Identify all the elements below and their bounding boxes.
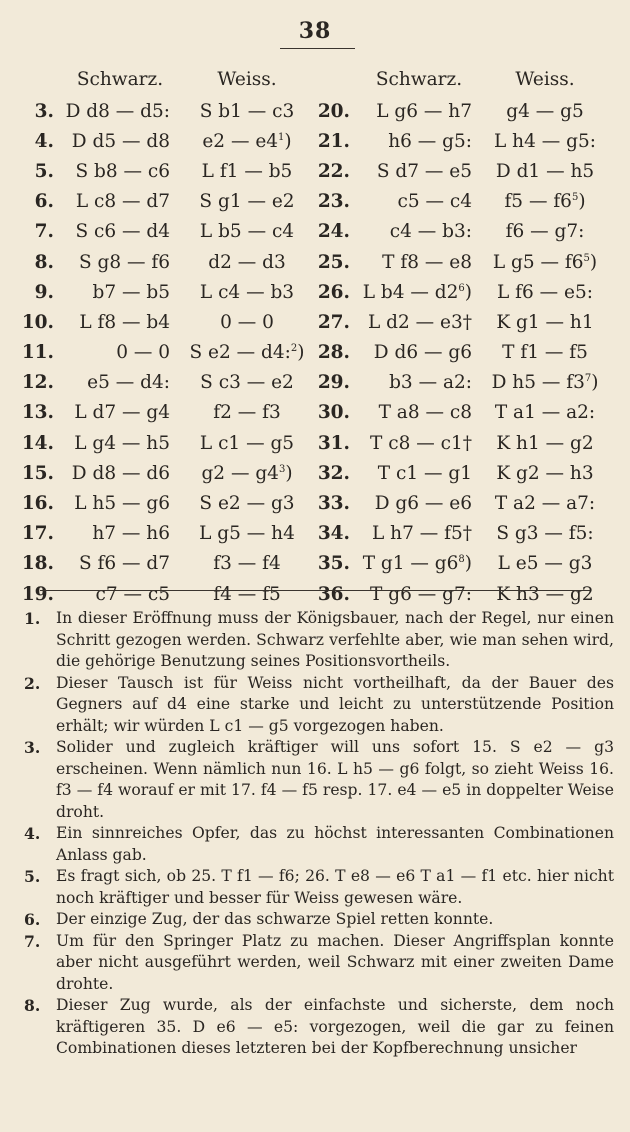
white-move xyxy=(480,398,610,428)
white-move-text: K g2 — h3 xyxy=(496,462,594,484)
white-move xyxy=(480,217,610,247)
move-number-text: 11. xyxy=(21,342,54,364)
move-number-text: 29. xyxy=(317,372,350,394)
black-move-text: L g4 — h5 xyxy=(74,432,170,454)
black-move-text: e5 — d4: xyxy=(87,372,170,394)
move-number-text: 13. xyxy=(21,402,54,424)
white-move xyxy=(178,398,316,428)
move-row xyxy=(20,126,610,156)
move-number-text: 3. xyxy=(34,100,54,122)
footnote-text: Solider und zugleich kräftiger will uns sofort 15. S e2 — g3 erscheinen. Wenn nämlich nun 16. L h5 — g6 folgt, so zieht Weiss 16. f3 — f4 worauf er mit 17. f4 — f5 resp. 17. e4 — e5 in doppelter Weise droht. xyxy=(56,738,614,821)
footnote-text: In dieser Eröffnung muss der Königsbauer, nach der Regel, nur einen Schritt gezogen werden. Schwarz verfehlte aber, wie man sehen wird, die gehörige Benutzung seines Positionsvortheils. xyxy=(56,609,614,670)
black-move xyxy=(358,247,480,277)
footnote xyxy=(24,673,614,738)
header-white-left: Weiss. xyxy=(217,68,277,90)
moves-body xyxy=(20,96,610,609)
black-move-text: L c8 — d7 xyxy=(75,191,170,213)
move-number xyxy=(316,549,358,579)
black-move xyxy=(62,488,178,518)
white-move xyxy=(480,458,610,488)
white-move-text: 0 — 0 xyxy=(220,311,274,333)
footnote xyxy=(24,931,614,996)
move-row xyxy=(20,428,610,458)
footnote-ref-paren: ) xyxy=(285,462,293,484)
move-number xyxy=(20,338,62,368)
black-move xyxy=(62,519,178,549)
black-move xyxy=(62,277,178,307)
move-row xyxy=(20,519,610,549)
footnote-ref-paren: ) xyxy=(284,130,292,152)
move-row xyxy=(20,247,610,277)
move-number-text: 25. xyxy=(317,251,350,273)
black-move-text: S d7 — e5 xyxy=(376,160,472,182)
footnote-ref-paren: ) xyxy=(297,342,305,364)
white-move-text: f5 — f6 xyxy=(504,191,572,213)
move-number xyxy=(20,368,62,398)
white-move-text: T a2 — a7: xyxy=(494,493,596,515)
footnote-text: Ein sinnreiches Opfer, das zu höchst interessanten Combinationen Anlass gab. xyxy=(56,824,614,864)
black-move-text: D d6 — g6 xyxy=(373,342,472,364)
black-move-text: S f6 — d7 xyxy=(78,553,170,575)
move-number xyxy=(20,428,62,458)
black-move xyxy=(358,307,480,337)
move-number-text: 12. xyxy=(21,372,54,394)
move-number xyxy=(316,428,358,458)
white-move-text: e2 — e4 xyxy=(202,130,279,152)
white-move xyxy=(480,338,610,368)
black-move-text: b7 — b5 xyxy=(92,281,170,303)
footnote xyxy=(24,737,614,823)
black-move-text: L d2 — e3† xyxy=(367,311,472,333)
black-move-text: T c8 — c1† xyxy=(370,432,472,454)
white-move-text: S b1 — c3 xyxy=(199,100,295,122)
white-move xyxy=(178,277,316,307)
black-move-text: D g6 — e6 xyxy=(374,493,472,515)
move-number-text: 35. xyxy=(317,553,350,575)
footnote-ref-paren: ) xyxy=(464,553,472,575)
black-move-text: 0 — 0 xyxy=(116,342,170,364)
move-number xyxy=(316,398,358,428)
move-row xyxy=(20,277,610,307)
black-move xyxy=(358,96,480,126)
footnote-ref-paren: ) xyxy=(578,191,586,213)
white-move-text: K g1 — h1 xyxy=(496,311,594,333)
header-black-left: Schwarz. xyxy=(76,68,164,90)
white-move xyxy=(178,247,316,277)
white-move-text: L f6 — e5: xyxy=(497,281,593,303)
move-number-text: 17. xyxy=(21,523,54,545)
footnote-ref: 5 xyxy=(571,192,579,204)
footnote-ref: 7 xyxy=(584,373,592,385)
white-move xyxy=(480,126,610,156)
move-number xyxy=(316,338,358,368)
black-move xyxy=(62,368,178,398)
white-move xyxy=(480,368,610,398)
white-move xyxy=(178,307,316,337)
footnote-number: 1. xyxy=(24,609,41,628)
move-number xyxy=(316,458,358,488)
white-move-text: f6 — g7: xyxy=(505,221,585,243)
move-number-text: 4. xyxy=(34,130,54,152)
move-number-text: 8. xyxy=(34,251,54,273)
black-move xyxy=(62,307,178,337)
black-move-text: D d8 — d5: xyxy=(65,100,170,122)
black-move xyxy=(62,217,178,247)
move-row xyxy=(20,338,610,368)
move-number xyxy=(20,549,62,579)
move-row xyxy=(20,96,610,126)
footnote-text: Es fragt sich, ob 25. T f1 — f6; 26. T e8 — e6 T a1 — f1 etc. hier nicht noch kräftiger und besser für Weiss gewesen wäre. xyxy=(56,867,614,907)
black-move-text: S c6 — d4 xyxy=(75,221,170,243)
move-number-text: 19. xyxy=(21,583,54,605)
white-move xyxy=(178,126,316,156)
footnote-number: 3. xyxy=(24,738,41,757)
white-move-text: D h5 — f3 xyxy=(491,372,585,394)
black-move xyxy=(358,519,480,549)
white-move-text: L g5 — f6 xyxy=(492,251,584,273)
white-move xyxy=(480,549,610,579)
move-number-text: 23. xyxy=(317,191,350,213)
black-move-text: L h5 — g6 xyxy=(74,493,170,515)
footnote-ref-paren: ) xyxy=(589,251,598,273)
black-move xyxy=(358,579,480,609)
black-move-text: L d7 — g4 xyxy=(74,402,170,424)
black-move xyxy=(62,187,178,217)
white-move-text: L f1 — b5 xyxy=(201,160,293,182)
header-spacer xyxy=(20,62,62,96)
white-move-text: f3 — f4 xyxy=(213,553,281,575)
header-black-right: Schwarz. xyxy=(375,68,463,90)
white-move-text: T a1 — a2: xyxy=(494,402,596,424)
white-move xyxy=(178,96,316,126)
move-number-text: 10. xyxy=(21,311,54,333)
move-number xyxy=(20,398,62,428)
black-move-text: c5 — c4 xyxy=(397,191,472,213)
white-move xyxy=(178,217,316,247)
move-row xyxy=(20,217,610,247)
move-number xyxy=(316,187,358,217)
white-move-text: L c4 — b3 xyxy=(199,281,295,303)
move-number-text: 31. xyxy=(317,432,350,454)
move-number-text: 9. xyxy=(34,281,54,303)
move-number-text: 7. xyxy=(34,221,54,243)
black-move-text: L f8 — b4 xyxy=(79,311,170,333)
footnote-ref-paren: ) xyxy=(464,281,472,303)
white-move-text: f2 — f3 xyxy=(213,402,281,424)
black-move xyxy=(358,277,480,307)
white-move-text: f4 — f5 xyxy=(213,583,281,605)
move-number-text: 27. xyxy=(317,311,350,333)
move-number xyxy=(316,368,358,398)
move-number-text: 6. xyxy=(34,191,54,213)
white-move xyxy=(178,187,316,217)
move-row xyxy=(20,579,610,609)
move-number xyxy=(316,579,358,609)
move-number xyxy=(20,277,62,307)
white-move-text: L g5 — h4 xyxy=(199,523,295,545)
white-move-text: S e2 — d4: xyxy=(189,342,291,364)
black-move-text: h7 — h6 xyxy=(92,523,170,545)
white-move xyxy=(480,247,610,277)
move-number xyxy=(20,126,62,156)
move-number xyxy=(20,187,62,217)
header-white-right: Weiss. xyxy=(515,68,575,90)
move-number xyxy=(316,307,358,337)
move-number-text: 15. xyxy=(21,462,54,484)
move-number xyxy=(316,519,358,549)
black-move xyxy=(62,156,178,186)
move-number xyxy=(20,488,62,518)
move-number-text: 5. xyxy=(34,160,54,182)
move-number-text: 21. xyxy=(317,130,350,152)
footnote xyxy=(24,608,614,673)
black-move xyxy=(62,338,178,368)
black-move xyxy=(358,488,480,518)
footnote-text: Dieser Zug wurde, als der einfachste und sicherste, dem noch kräftigeren 35. D e6 — e5: vorgezogen, weil die gar zu feinen Combinationen dieses letzteren bei der Kopfberechnung unsicher xyxy=(56,996,614,1057)
white-move-text: K h1 — g2 xyxy=(496,432,594,454)
black-move xyxy=(358,458,480,488)
black-move-text: T g1 — g6 xyxy=(362,553,459,575)
white-move xyxy=(178,156,316,186)
footnote-number: 6. xyxy=(24,910,41,929)
black-move xyxy=(358,398,480,428)
black-move xyxy=(358,428,480,458)
footnote-text: Der einzige Zug, der das schwarze Spiel retten konnte. xyxy=(56,910,494,928)
white-move xyxy=(480,156,610,186)
move-number-text: 22. xyxy=(317,160,350,182)
white-move xyxy=(178,579,316,609)
move-number-text: 36. xyxy=(317,583,350,605)
move-number-text: 34. xyxy=(317,523,350,545)
move-row xyxy=(20,488,610,518)
move-row xyxy=(20,398,610,428)
white-move-text: g4 — g5 xyxy=(506,100,584,122)
white-move xyxy=(178,428,316,458)
black-move-text: L b4 — d2 xyxy=(362,281,459,303)
footnote-ref-paren: ) xyxy=(591,372,599,394)
move-number xyxy=(20,96,62,126)
move-number-text: 14. xyxy=(21,432,54,454)
move-number xyxy=(20,217,62,247)
black-move xyxy=(358,368,480,398)
section-divider xyxy=(40,590,590,591)
move-number xyxy=(316,247,358,277)
move-number-text: 24. xyxy=(317,221,350,243)
footnote-number: 7. xyxy=(24,931,41,951)
black-move xyxy=(358,217,480,247)
move-number-text: 18. xyxy=(21,553,54,575)
black-move-text: T f8 — e8 xyxy=(382,251,472,273)
moves-header-row xyxy=(20,62,610,96)
white-move-text: S c3 — e2 xyxy=(200,372,294,394)
footnote-text: Dieser Tausch ist für Weiss nicht vortheilhaft, da der Bauer des Gegners auf d4 eine starke und leicht zu unterstützende Position erhält; wir würden L c1 — g5 vorgezogen haben. xyxy=(56,673,614,735)
move-number xyxy=(20,458,62,488)
footnote-ref: 3 xyxy=(278,463,286,475)
footnote-ref: 6 xyxy=(458,282,465,294)
page-number: 38 xyxy=(298,18,332,44)
black-move-text: h6 — g5: xyxy=(388,130,472,152)
move-row xyxy=(20,458,610,488)
moves-table xyxy=(20,62,610,609)
footnote-number: 5. xyxy=(24,867,41,886)
white-move xyxy=(480,96,610,126)
move-number xyxy=(20,247,62,277)
white-move-text: L e5 — g3 xyxy=(497,553,593,575)
move-number xyxy=(316,156,358,186)
black-move xyxy=(62,579,178,609)
move-row xyxy=(20,549,610,579)
move-row xyxy=(20,187,610,217)
white-move xyxy=(178,488,316,518)
black-move xyxy=(358,338,480,368)
move-row xyxy=(20,307,610,337)
move-row xyxy=(20,368,610,398)
page-number-rule xyxy=(280,48,355,49)
black-move-text: c7 — c5 xyxy=(95,583,170,605)
move-number xyxy=(20,519,62,549)
black-move xyxy=(62,428,178,458)
black-move xyxy=(358,549,480,579)
move-number xyxy=(316,277,358,307)
white-move-text: L h4 — g5: xyxy=(494,130,596,152)
white-move xyxy=(480,488,610,518)
white-move xyxy=(480,428,610,458)
black-move xyxy=(358,187,480,217)
footnote xyxy=(24,909,614,931)
move-row xyxy=(20,156,610,186)
footnote-ref: 1 xyxy=(278,131,285,143)
move-number xyxy=(316,488,358,518)
footnote-ref: 5 xyxy=(583,252,590,264)
move-number xyxy=(20,579,62,609)
black-move-text: c4 — b3: xyxy=(389,221,472,243)
footnote-number: 8. xyxy=(24,996,41,1015)
footnote-number: 2. xyxy=(24,673,41,693)
footnote-ref: 2 xyxy=(290,343,298,355)
move-number-text: 28. xyxy=(317,342,350,364)
white-move xyxy=(178,519,316,549)
footnote-ref: 8 xyxy=(458,554,465,566)
footnotes-list xyxy=(24,608,614,1060)
white-move xyxy=(480,307,610,337)
move-number xyxy=(316,217,358,247)
white-move xyxy=(480,187,610,217)
move-number-text: 30. xyxy=(317,402,350,424)
footnote xyxy=(24,866,614,909)
black-move-text: b3 — a2: xyxy=(389,372,472,394)
black-move xyxy=(358,126,480,156)
black-move xyxy=(62,458,178,488)
header-spacer xyxy=(316,62,358,96)
black-move xyxy=(62,96,178,126)
black-move-text: D d8 — d6 xyxy=(71,462,170,484)
white-move xyxy=(480,277,610,307)
footnote-text: Um für den Springer Platz zu machen. Dieser Angriffsplan konnte aber nicht ausgeführt werden, weil Schwarz mit einer zweiten Dame drohte. xyxy=(56,931,614,993)
move-number xyxy=(316,126,358,156)
white-move-text: D d1 — h5 xyxy=(495,160,595,182)
move-number xyxy=(316,96,358,126)
move-number-text: 20. xyxy=(317,100,350,122)
black-move-text: T a8 — c8 xyxy=(378,402,472,424)
white-move xyxy=(178,458,316,488)
white-move-text: g2 — g4 xyxy=(201,462,279,484)
white-move-text: d2 — d3 xyxy=(208,251,286,273)
black-move-text: L g6 — h7 xyxy=(376,100,472,122)
white-move xyxy=(480,519,610,549)
move-number xyxy=(20,156,62,186)
white-move-text: S e2 — g3 xyxy=(199,493,295,515)
white-move xyxy=(178,338,316,368)
white-move xyxy=(178,549,316,579)
black-move xyxy=(358,156,480,186)
black-move-text: T c1 — g1 xyxy=(377,462,472,484)
black-move-text: T g6 — g7: xyxy=(370,583,472,605)
white-move xyxy=(480,579,610,609)
black-move-text: D d5 — d8 xyxy=(71,130,170,152)
white-move-text: S g3 — f5: xyxy=(496,523,594,545)
black-move xyxy=(62,398,178,428)
black-move xyxy=(62,247,178,277)
white-move-text: L b5 — c4 xyxy=(199,221,295,243)
white-move-text: L c1 — g5 xyxy=(199,432,295,454)
white-move-text: K h3 — g2 xyxy=(496,583,594,605)
footnote xyxy=(24,995,614,1060)
black-move-text: S g8 — f6 xyxy=(78,251,170,273)
footnote xyxy=(24,823,614,866)
move-number xyxy=(20,307,62,337)
footnote-number: 4. xyxy=(24,824,41,843)
white-move xyxy=(178,368,316,398)
black-move xyxy=(62,126,178,156)
move-number-text: 16. xyxy=(21,493,54,515)
black-move-text: S b8 — c6 xyxy=(75,160,170,182)
move-number-text: 32. xyxy=(317,462,350,484)
white-move-text: T f1 — f5 xyxy=(502,342,588,364)
white-move-text: S g1 — e2 xyxy=(199,191,295,213)
move-number-text: 33. xyxy=(317,493,350,515)
move-number-text: 26. xyxy=(317,281,350,303)
black-move-text: L h7 — f5† xyxy=(372,523,472,545)
black-move xyxy=(62,549,178,579)
